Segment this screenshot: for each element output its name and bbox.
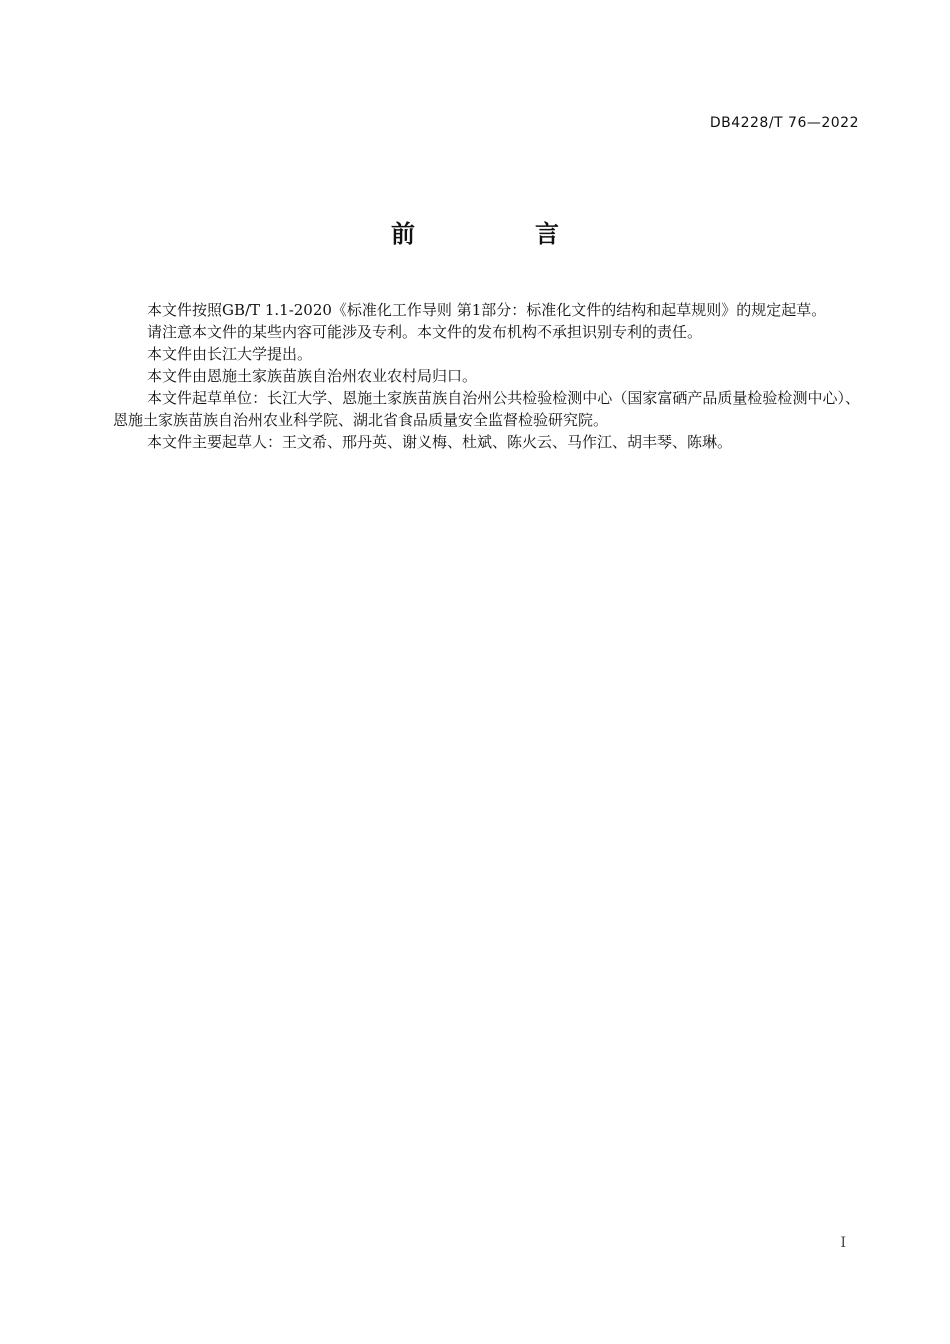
- foreword-paragraph: 本文件由长江大学提出。: [147, 345, 313, 363]
- page-title: 前 言: [391, 220, 607, 248]
- foreword-paragraph: 请注意本文件的某些内容可能涉及专利。本文件的发布机构不承担识别专利的责任。: [147, 323, 703, 341]
- standard-code: DB4228/T 76—2022: [709, 115, 859, 131]
- foreword-body: [113, 299, 860, 453]
- foreword-paragraph: 本文件由恩施土家族苗族自治州农业农村局归口。: [147, 367, 478, 385]
- foreword-paragraph: 本文件按照GB/T 1.1-2020《标准化工作导则 第1部分：标准化文件的结构和起草规则》的规定起草。: [147, 301, 827, 319]
- foreword-paragraph: 本文件起草单位：长江大学、恩施土家族苗族自治州公共检验检测中心（国家富硒产品质量检验检测中心）、恩施土家族苗族自治州农业科学院、湖北省食品质量安全监督检验研究院。: [113, 389, 860, 429]
- page-number: I: [840, 1235, 846, 1251]
- foreword-paragraph: 本文件主要起草人：王文希、邢丹英、谢义梅、杜斌、陈火云、马作江、胡丰琴、陈琳。: [147, 433, 733, 451]
